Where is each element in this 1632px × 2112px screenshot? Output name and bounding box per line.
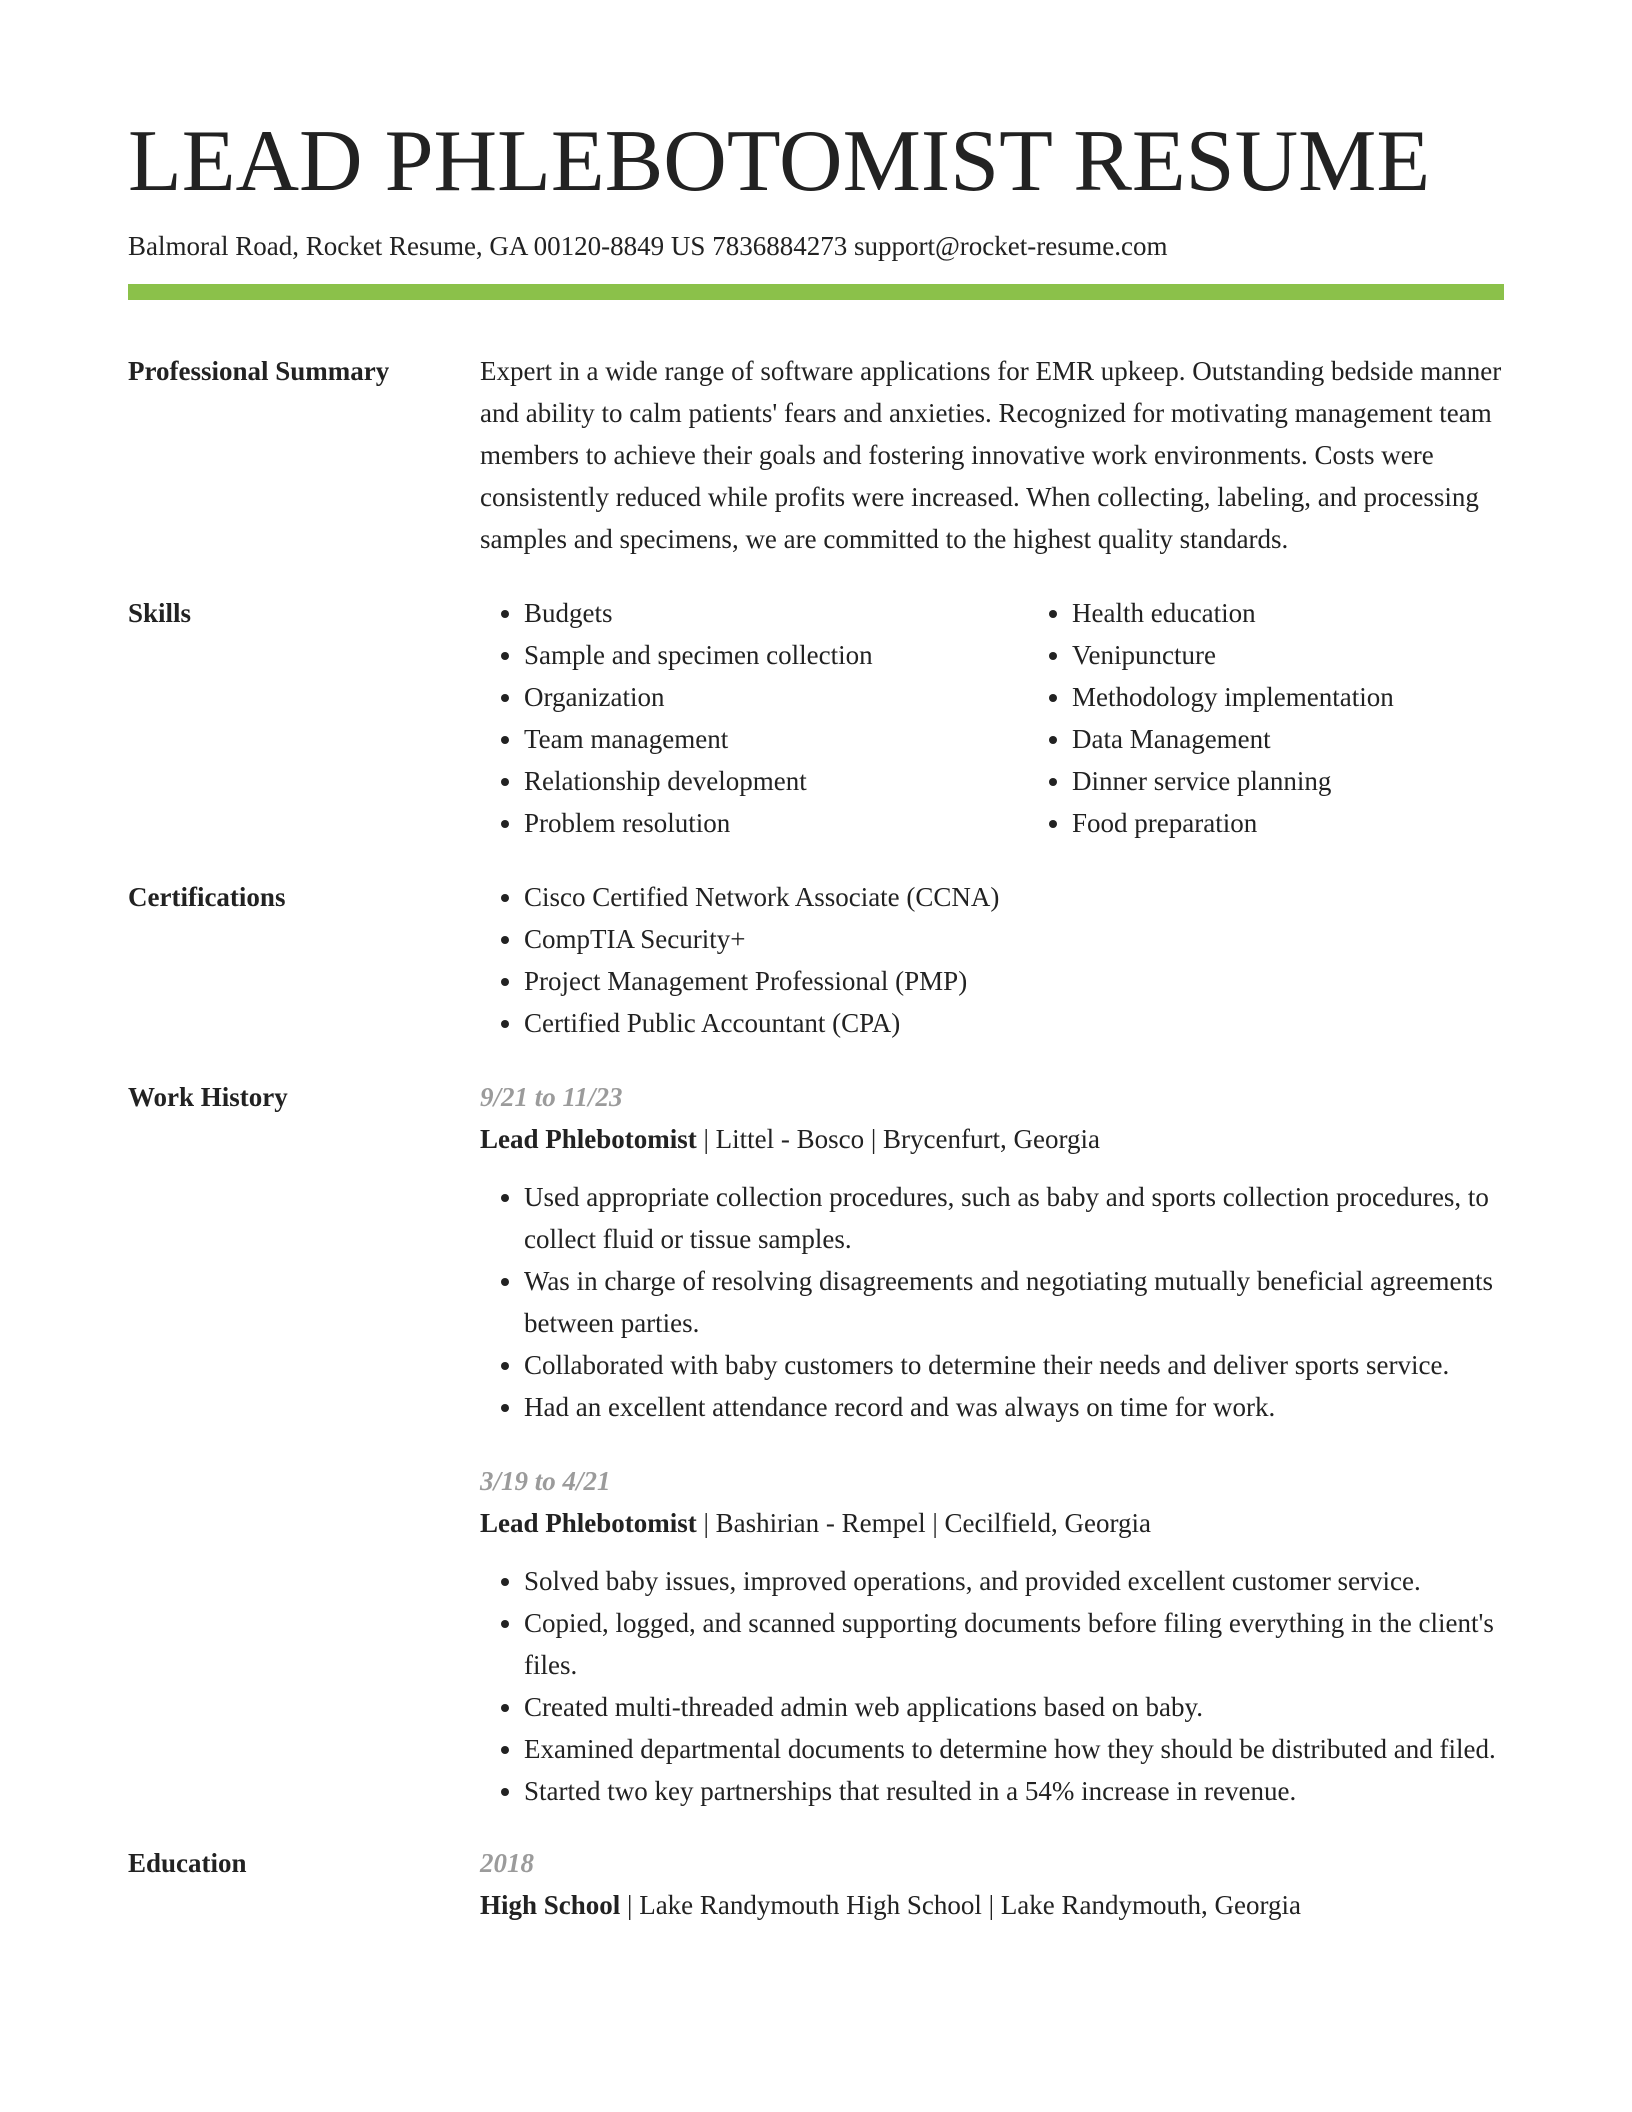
certifications-body [480,876,1504,1044]
education-label: Education [128,1848,247,1878]
skill-item: • Data Management [1072,718,1576,760]
job-bullet: • Created multi-threaded admin web applications based on baby. [524,1686,1504,1728]
job-heading [480,1118,1504,1160]
skill-item: • Budgets [524,592,1028,634]
job-dates: 3/19 to 4/21 [480,1466,611,1496]
job-bullet: • Started two key partnerships that resulted in a 54% increase in revenue. [524,1770,1504,1812]
skill-item: • Methodology implementation [1072,676,1576,718]
skill-item: • Relationship development [524,760,1028,802]
skill-item: • Food preparation [1072,802,1576,844]
skill-item: • Team management [524,718,1028,760]
contact-line: Balmoral Road, Rocket Resume, GA 00120-8849 US 7836884273 support@rocket-resume.com [128,231,1168,261]
skills-section [128,592,1504,844]
certifications-section [128,876,1504,1044]
skill-item: • Dinner service planning [1072,760,1576,802]
job-bullet: • Collaborated with baby customers to determine their needs and deliver sports service. [524,1344,1504,1386]
job-heading [480,1502,1504,1544]
work-history-body [480,1076,1504,1812]
skill-item: • Sample and specimen collection [524,634,1028,676]
job-bullet: • Examined departmental documents to determine how they should be distributed and filed. [524,1728,1504,1770]
education-degree: High School [480,1890,621,1920]
skill-item: • Venipuncture [1072,634,1576,676]
skill-item: • Problem resolution [524,802,1028,844]
skill-item: • Health education [1072,592,1576,634]
skills-grid [480,592,1576,844]
accent-divider [128,284,1504,300]
skills-label: Skills [128,598,192,628]
education-heading [480,1884,1504,1926]
certification-item: • CompTIA Security+ [524,918,1504,960]
certifications-list [480,876,1504,1044]
job-title: Lead Phlebotomist [480,1124,697,1154]
work-history-section [128,1076,1504,1812]
certification-item: • Certified Public Accountant (CPA) [524,1002,1504,1044]
certifications-label: Certifications [128,882,286,912]
job-title: Lead Phlebotomist [480,1508,697,1538]
resume-title: LEAD PHLEBOTOMIST RESUME [128,113,1431,210]
summary-text: Expert in a wide range of software applications for EMR upkeep. Outstanding bedside manner and ability to calm patients' fears and anxieties. Recognized for motivating management team members to achieve their goals and fostering innovative work environments. Costs were consistently reduced while profits were increased. When collecting, labeling, and processing samples and specimens, we are committed to the highest quality standards. [480,356,1502,554]
work-history-label: Work History [128,1082,288,1112]
summary-section [128,350,1504,560]
certification-item: • Cisco Certified Network Associate (CCNA) [524,876,1504,918]
job-bullets [480,1176,1504,1428]
job-bullet: • Was in charge of resolving disagreements and negotiating mutually beneficial agreements between parties. [524,1260,1504,1344]
summary-label: Professional Summary [128,356,390,386]
job-bullets [480,1560,1504,1812]
skills-body [480,592,1576,844]
skills-list-right [1028,592,1576,844]
job-details: | Bashirian - Rempel | Cecilfield, Georgia [696,1508,1151,1538]
job-bullet: • Used appropriate collection procedures, such as baby and sports collection procedures, to collect fluid or tissue samples. [524,1176,1504,1260]
certification-item: • Project Management Professional (PMP) [524,960,1504,1002]
skill-item: • Organization [524,676,1028,718]
job-dates: 9/21 to 11/23 [480,1082,623,1112]
job-bullet: • Solved baby issues, improved operations, and provided excellent customer service. [524,1560,1504,1602]
education-body [480,1842,1504,1926]
job-details: | Littel - Bosco | Brycenfurt, Georgia [696,1124,1100,1154]
job-entry [480,1076,1504,1428]
education-year: 2018 [480,1848,534,1878]
education-details: | Lake Randymouth High School | Lake Randymouth, Georgia [620,1890,1301,1920]
job-entry [480,1460,1504,1812]
job-bullet: • Copied, logged, and scanned supporting documents before filing everything in the client's files. [524,1602,1504,1686]
job-bullet: • Had an excellent attendance record and was always on time for work. [524,1386,1504,1428]
skills-list-left [480,592,1028,844]
education-section [128,1842,1504,1926]
